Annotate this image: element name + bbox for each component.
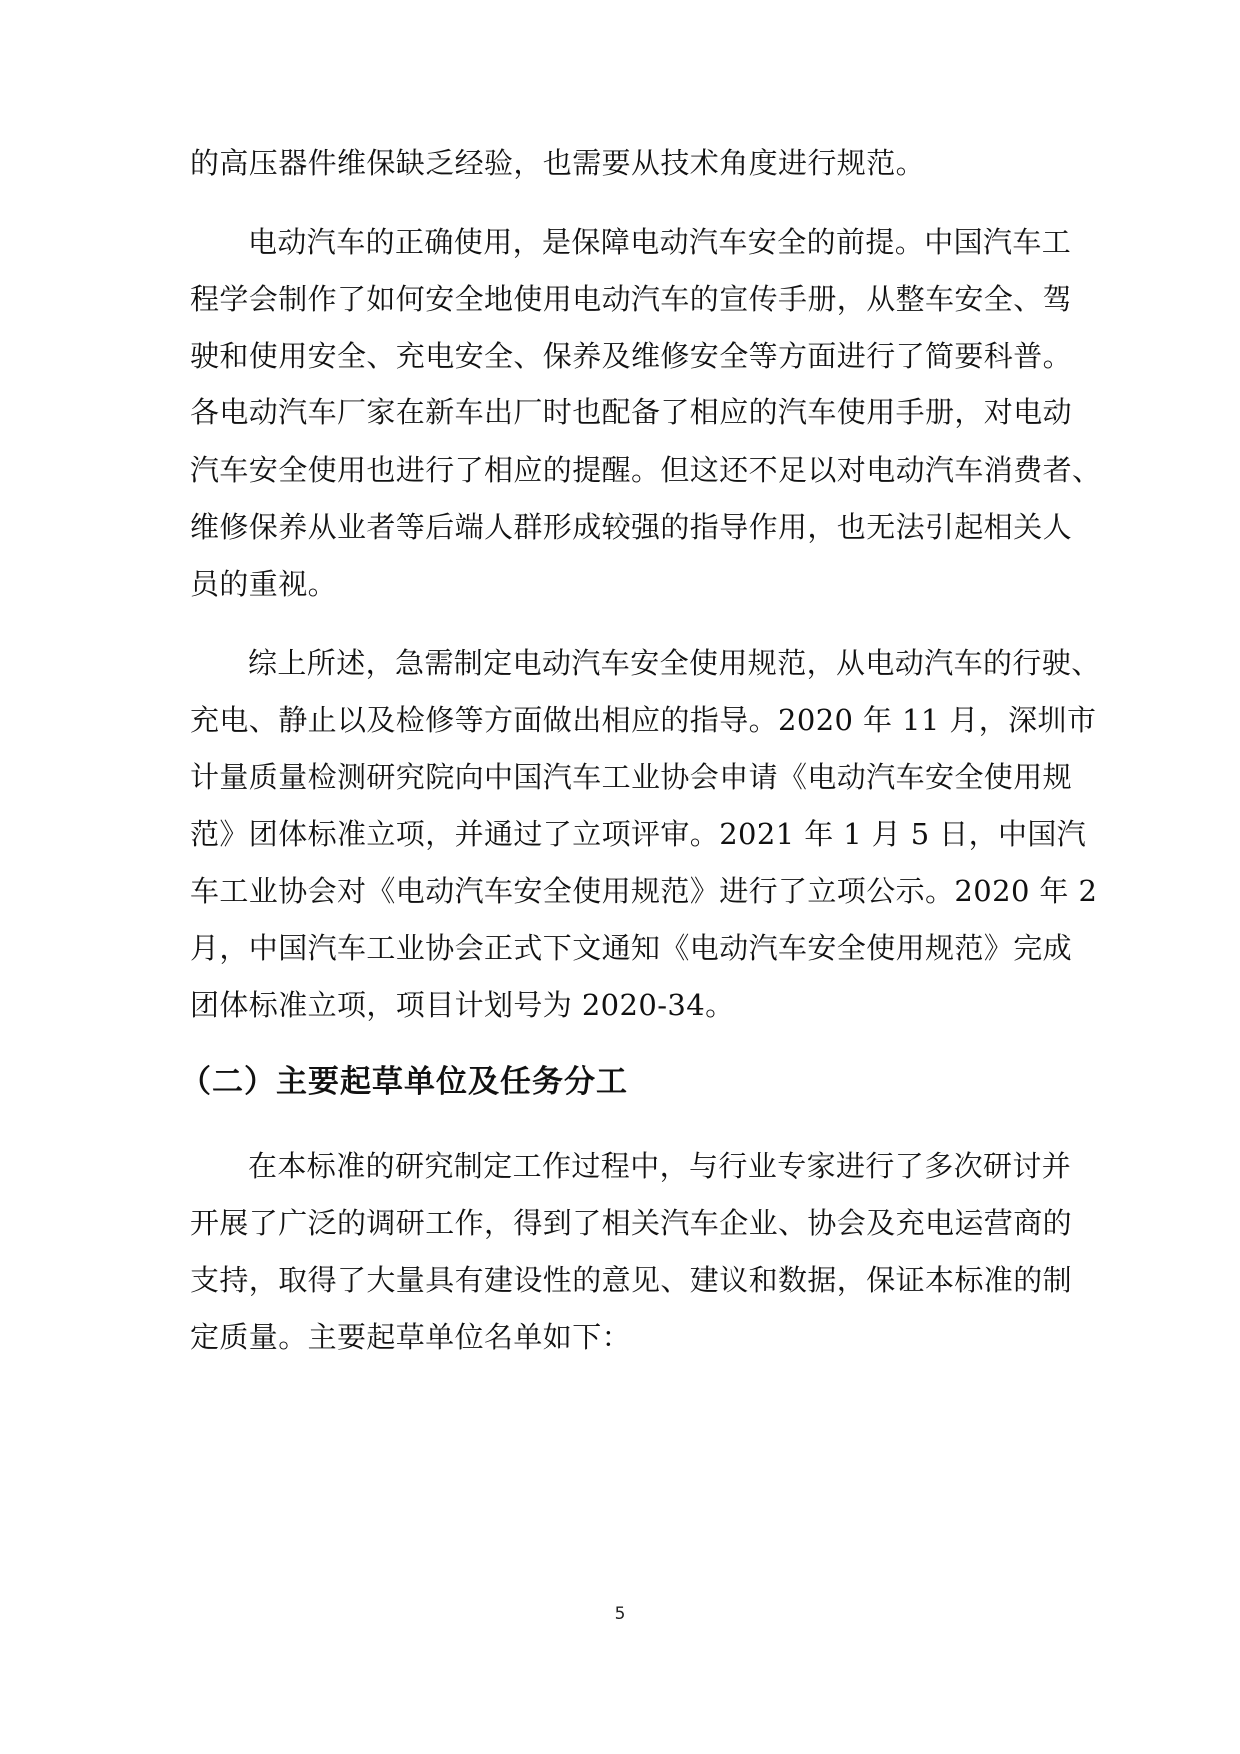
paragraph-line: 计量质量检测研究院向中国汽车工业协会申请《电动汽车安全使用规 <box>190 760 1073 794</box>
paragraph-line: 电动汽车的正确使用，是保障电动汽车安全的前提。中国汽车工 <box>248 225 1072 259</box>
paragraph-line: 支持，取得了大量具有建设性的意见、建议和数据，保证本标准的制 <box>190 1263 1073 1297</box>
paragraph-line: 车工业协会对《电动汽车安全使用规范》进行了立项公示。2020 年 2 <box>190 874 1098 908</box>
section-heading: （二）主要起草单位及任务分工 <box>180 1064 628 1100</box>
paragraph-line: 充电、静止以及检修等方面做出相应的指导。2020 年 11 月，深圳市 <box>190 703 1097 737</box>
paragraph-line: 维修保养从业者等后端人群形成较强的指导作用，也无法引起相关人 <box>190 510 1073 544</box>
paragraph-line: 程学会制作了如何安全地使用电动汽车的宣传手册，从整车安全、驾 <box>190 282 1073 316</box>
paragraph-line: 月，中国汽车工业协会正式下文通知《电动汽车安全使用规范》完成 <box>190 931 1073 965</box>
paragraph-line: 的高压器件维保缺乏经验，也需要从技术角度进行规范。 <box>190 146 926 180</box>
paragraph-line: 在本标准的研究制定工作过程中，与行业专家进行了多次研讨并 <box>248 1149 1072 1183</box>
paragraph-line: 团体标准立项，项目计划号为 2020-34。 <box>190 988 735 1022</box>
paragraph-line: 范》团体标准立项，并通过了立项评审。2021 年 1 月 5 日，中国汽 <box>190 817 1087 851</box>
paragraph-line: 定质量。主要起草单位名单如下： <box>190 1320 632 1354</box>
paragraph-line: 开展了广泛的调研工作，得到了相关汽车企业、协会及充电运营商的 <box>190 1206 1073 1240</box>
page-number: 5 <box>614 1604 626 1624</box>
paragraph-line: 驶和使用安全、充电安全、保养及维修安全等方面进行了简要科普。 <box>190 339 1073 373</box>
paragraph-line: 各电动汽车厂家在新车出厂时也配备了相应的汽车使用手册，对电动 <box>190 395 1073 429</box>
paragraph-line: 汽车安全使用也进行了相应的提醒。但这还不足以对电动汽车消费者、 <box>190 453 1102 487</box>
paragraph-line: 综上所述，急需制定电动汽车安全使用规范，从电动汽车的行驶、 <box>248 646 1101 680</box>
paragraph-line: 员的重视。 <box>190 567 338 601</box>
